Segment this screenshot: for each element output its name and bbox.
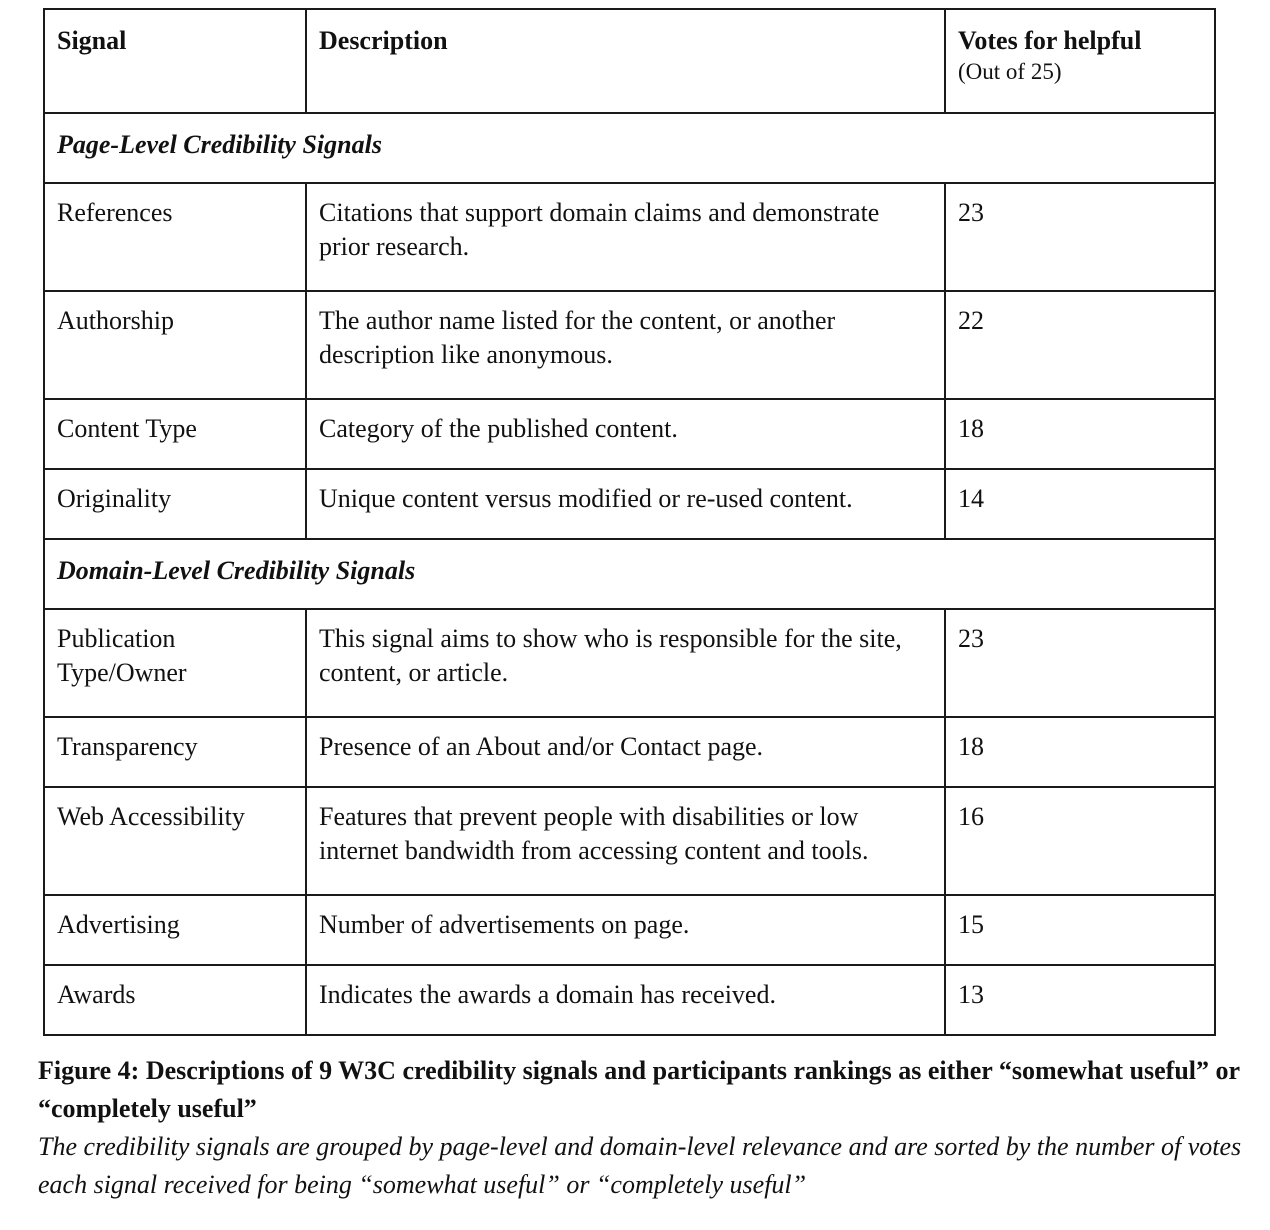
description-cell: Features that prevent people with disabilities or low internet bandwidth from accessing content and tools.: [306, 787, 945, 895]
section-page-level: [44, 113, 1215, 183]
table-row: [44, 895, 1215, 965]
votes-cell: 16: [945, 787, 1215, 895]
signal-cell: Transparency: [44, 717, 306, 787]
signal-cell: Advertising: [44, 895, 306, 965]
signal-cell: Web Accessibility: [44, 787, 306, 895]
table-header-row: [44, 9, 1215, 113]
header-votes: [945, 9, 1215, 113]
votes-cell: 13: [945, 965, 1215, 1035]
votes-cell: 18: [945, 399, 1215, 469]
votes-cell: 23: [945, 183, 1215, 291]
description-cell: Presence of an About and/or Contact page.: [306, 717, 945, 787]
header-signal: Signal: [44, 9, 306, 113]
table-row: [44, 717, 1215, 787]
header-description: Description: [306, 9, 945, 113]
section-title-page-level: Page-Level Credibility Signals: [44, 113, 1215, 183]
description-cell: The author name listed for the content, or another description like anonymous.: [306, 291, 945, 399]
description-cell: Citations that support domain claims and demonstrate prior research.: [306, 183, 945, 291]
table-row: [44, 787, 1215, 895]
votes-cell: 14: [945, 469, 1215, 539]
table-row: [44, 469, 1215, 539]
signal-cell: References: [44, 183, 306, 291]
votes-cell: 22: [945, 291, 1215, 399]
section-domain-level: [44, 539, 1215, 609]
figure-caption: [38, 1052, 1266, 1204]
signal-cell: Content Type: [44, 399, 306, 469]
signal-cell: Authorship: [44, 291, 306, 399]
caption-title: Figure 4: Descriptions of 9 W3C credibility signals and participants rankings as either “somewhat useful” or “completely useful”: [38, 1056, 1240, 1123]
table-row: [44, 609, 1215, 717]
header-votes-label: Votes for helpful: [958, 26, 1142, 55]
table-row: [44, 291, 1215, 399]
caption-description: The credibility signals are grouped by page-level and domain-level relevance and are sorted by the number of votes each signal received for being “somewhat useful” or “completely useful”: [38, 1132, 1242, 1199]
description-cell: Category of the published content.: [306, 399, 945, 469]
table-row: [44, 399, 1215, 469]
votes-cell: 15: [945, 895, 1215, 965]
votes-cell: 23: [945, 609, 1215, 717]
table-row: [44, 183, 1215, 291]
description-cell: Unique content versus modified or re-used content.: [306, 469, 945, 539]
signal-cell: Publication Type/Owner: [44, 609, 306, 717]
description-cell: This signal aims to show who is responsible for the site, content, or article.: [306, 609, 945, 717]
signal-cell: Awards: [44, 965, 306, 1035]
section-title-domain-level: Domain-Level Credibility Signals: [44, 539, 1215, 609]
signal-cell: Originality: [44, 469, 306, 539]
table-row: [44, 965, 1215, 1035]
description-cell: Indicates the awards a domain has received.: [306, 965, 945, 1035]
header-votes-sub: (Out of 25): [958, 59, 1062, 84]
credibility-signals-table: [43, 8, 1216, 1036]
votes-cell: 18: [945, 717, 1215, 787]
description-cell: Number of advertisements on page.: [306, 895, 945, 965]
